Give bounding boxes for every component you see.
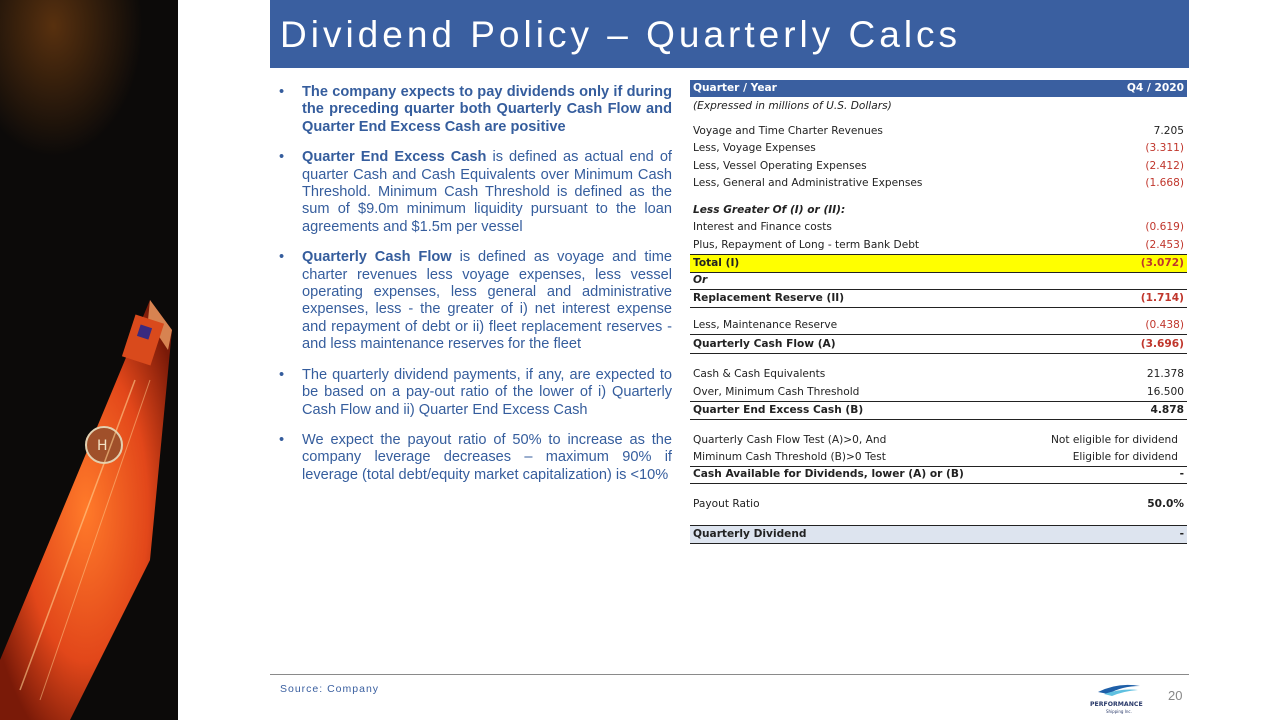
row-value: (1.714) [1140,292,1184,304]
row-label: Replacement Reserve (II) [693,292,845,304]
bullet-text: is defined as voyage and time charter revenues less voyage expenses, less vessel operating expenses, less general and administrative expenses, less - the greater of i) net interest expense and repayment of debt or ii) fleet replacement reserves - and less maintenance reserves for the fleet [302,249,672,353]
table-row [690,496,1187,513]
table-row [690,466,1187,484]
performance-shipping-logo [1088,678,1150,716]
table-row [690,202,1187,219]
title-bar [270,0,1189,68]
row-label: Over, Minimum Cash Threshold [693,386,860,398]
header-label: Quarter / Year [693,82,777,94]
row-label: Less, General and Administrative Expenses [693,177,923,189]
page-number: 20 [1168,688,1183,703]
bullet-bold: The company expects to pay dividends only if during the preceding quarter both Quarterly Cash Flow and Quarter End Excess Cash are positive [302,84,672,135]
table-row [690,432,1187,449]
row-value: Eligible for dividend [1072,451,1178,463]
row-value: 7.205 [1153,125,1184,137]
table-row [690,272,1187,289]
row-label: Cash & Cash Equivalents [693,368,826,380]
row-label: Miminum Cash Threshold (B)>0 Test [693,451,886,463]
table-row [690,525,1187,544]
row-value: 50.0% [1147,498,1184,510]
row-label: Less Greater Of (I) or (II): [693,204,846,216]
svg-text:H: H [97,438,108,454]
row-value: - [1179,468,1184,480]
bullet-dot: • [279,84,285,100]
table-row [690,123,1187,140]
bullet-dot: • [279,431,285,448]
row-value: (3.696) [1140,338,1184,350]
bullet-item [276,84,672,136]
row-label: Quarterly Cash Flow Test (A)>0, And [693,434,887,446]
row-value: 21.378 [1146,368,1184,380]
header-value: Q4 / 2020 [1126,82,1184,94]
table-row [690,384,1187,402]
row-label: Payout Ratio [693,498,760,510]
row-label: Quarterly Cash Flow (A) [693,338,836,350]
table-row [690,449,1187,467]
row-value: Not eligible for dividend [1050,434,1178,446]
bullet-item [276,249,672,353]
row-label: Cash Available for Dividends, lower (A) or (B) [693,468,964,480]
bullet-dot: • [279,149,285,166]
bullet-text: The quarterly dividend payments, if any, are expected to be based on a pay-out ratio of the lower of i) Quarterly Cash Flow and ii) Quarter End Excess Cash [302,366,672,418]
bullet-item [276,149,672,236]
table-row [690,158,1187,175]
footer-divider [270,674,1189,675]
row-label: Plus, Repayment of Long - term Bank Debt [693,239,920,251]
bullet-item [276,367,672,419]
table-row [690,336,1187,354]
table-subtitle: (Expressed in millions of U.S. Dollars) [693,100,892,112]
table-row [690,402,1187,420]
row-label: Or [693,274,708,286]
total-i-row [690,255,1187,273]
row-label: Less, Voyage Expenses [693,142,816,154]
row-value: (0.619) [1145,221,1184,233]
page-title: Dividend Policy – Quarterly Calcs [280,14,962,55]
row-value: (0.438) [1145,319,1184,331]
bullet-dot: • [279,249,285,266]
table-header-row [690,80,1187,97]
row-value: 4.878 [1150,404,1184,416]
row-label: Quarterly Dividend [693,528,807,540]
row-value: (2.412) [1145,160,1184,172]
logo-subtext: Shipping Inc. [1106,709,1132,714]
source-note: Source: Company [280,683,380,695]
bullet-list [276,84,672,497]
row-label: Total (I) [693,257,740,269]
table-row [690,175,1187,192]
row-value: (3.311) [1145,142,1184,154]
row-value: 16.500 [1146,386,1184,398]
table-row [690,289,1187,308]
table-row [690,237,1187,255]
bullet-bold: Quarter End Excess Cash [302,149,487,166]
table-row [690,366,1187,383]
bullet-text: is defined as actual end of quarter Cash and Cash Equivalents over Minimum Cash Threshold. Minimum Cash Threshold is defined as the sum of $9.0m minimum liquidity pursuant to the loan agreements and $1.5m per vessel [302,149,672,235]
bullet-text: We expect the payout ratio of 50% to increase as the company leverage decreases – maximum 90% if leverage (total debt/equity market capitalization) is <10% [302,431,672,483]
row-label: Interest and Finance costs [693,221,832,233]
table-row [690,140,1187,157]
table-row [690,219,1187,236]
row-value: (2.453) [1145,239,1184,251]
bullet-bold: Quarterly Cash Flow [302,249,452,266]
row-value: (1.668) [1145,177,1184,189]
table-subtitle-row [690,98,1187,115]
row-label: Voyage and Time Charter Revenues [693,125,883,137]
row-value: - [1179,528,1184,540]
row-label: Less, Maintenance Reserve [693,319,838,331]
row-value: (3.072) [1140,257,1184,269]
logo-text: PERFORMANCE [1090,701,1143,708]
row-label: Quarter End Excess Cash (B) [693,404,864,416]
table-row [690,317,1187,335]
row-label: Less, Vessel Operating Expenses [693,160,867,172]
ship-aerial-photo [0,0,178,720]
bullet-item [276,432,672,484]
bullet-dot: • [279,366,285,383]
